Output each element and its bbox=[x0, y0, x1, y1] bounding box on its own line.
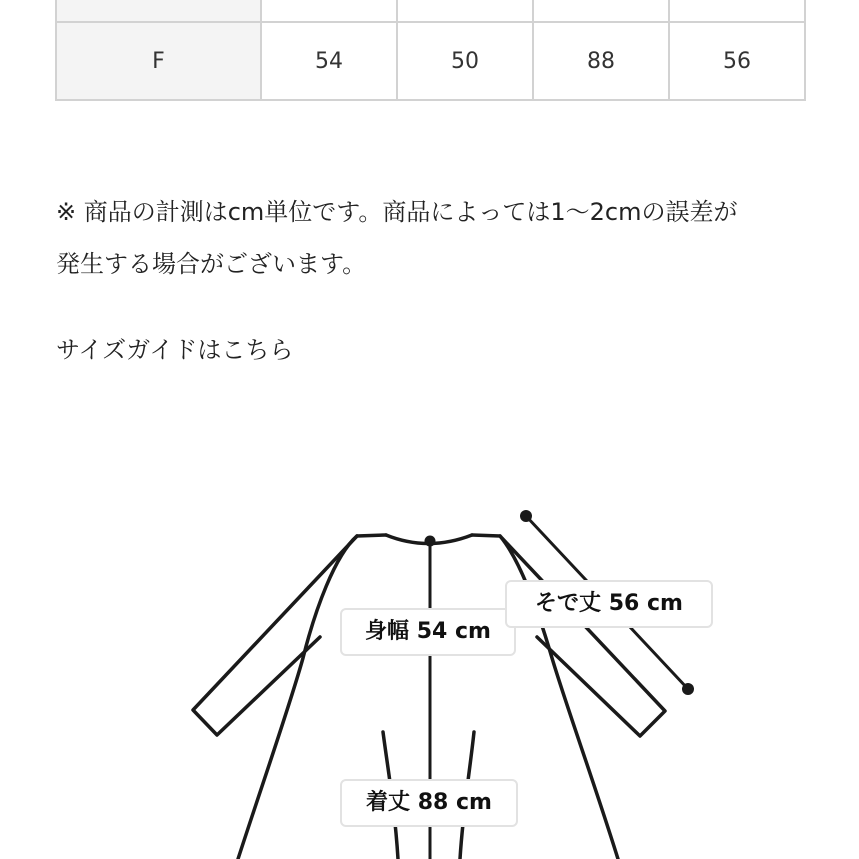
left-sleeve bbox=[193, 536, 357, 735]
size-label-cell: F bbox=[56, 22, 261, 100]
header-cell bbox=[56, 0, 261, 22]
value-cell: 88 bbox=[533, 22, 669, 100]
garment-diagram bbox=[0, 480, 859, 859]
header-cell bbox=[261, 0, 397, 22]
length-measure-dot bbox=[425, 536, 436, 547]
measurement-note bbox=[56, 186, 816, 290]
sleeve-measure-dot-top bbox=[520, 510, 532, 522]
header-cell bbox=[669, 0, 805, 22]
value-cell: 50 bbox=[397, 22, 533, 100]
header-cell bbox=[397, 0, 533, 22]
table-row bbox=[56, 22, 805, 100]
table-header-row bbox=[56, 0, 805, 22]
value-cell: 56 bbox=[669, 22, 805, 100]
size-guide-link[interactable]: サイズガイドはこちら bbox=[56, 336, 294, 364]
sleeve-length-label: そで丈 56 cm bbox=[505, 580, 713, 628]
sleeve-measure-dot-bottom bbox=[682, 683, 694, 695]
value-cell: 54 bbox=[261, 22, 397, 100]
header-cell bbox=[533, 0, 669, 22]
note-line-2: 発生する場合がございます。 bbox=[56, 250, 367, 278]
size-table bbox=[55, 0, 806, 101]
total-length-label: 着丈 88 cm bbox=[340, 779, 518, 827]
note-line-1: ※ 商品の計測はcm単位です。商品によっては1〜2cmの誤差が bbox=[56, 198, 738, 226]
body-width-label: 身幅 54 cm bbox=[340, 608, 516, 656]
